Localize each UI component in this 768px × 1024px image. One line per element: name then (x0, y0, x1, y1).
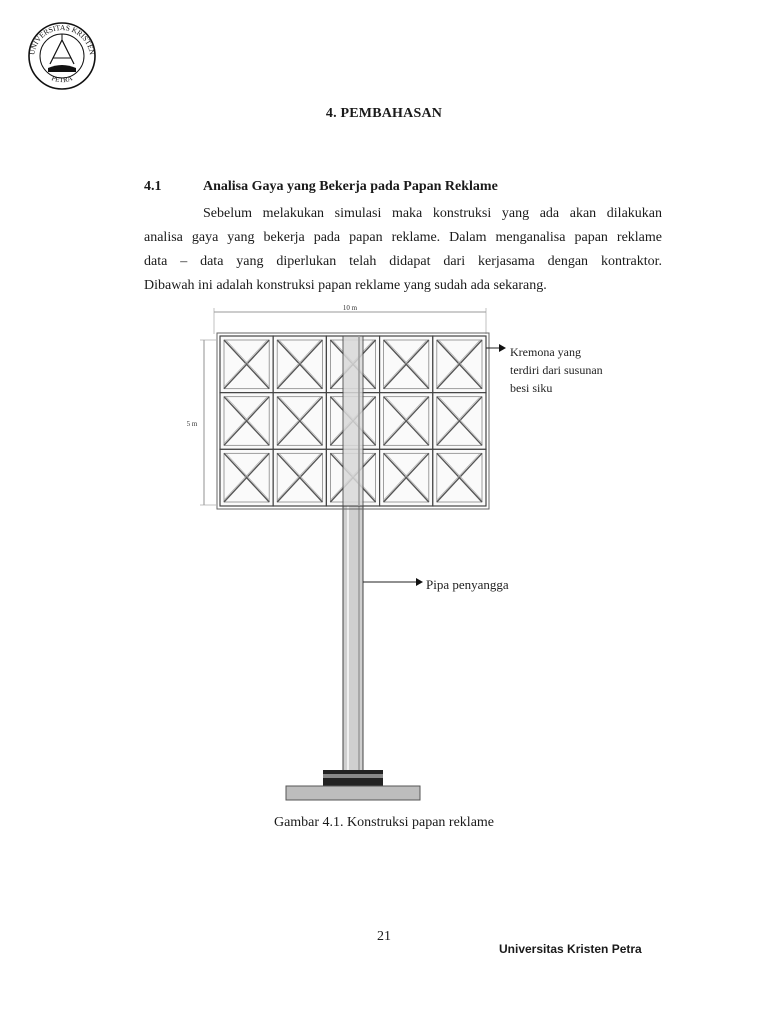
billboard-diagram (170, 300, 603, 810)
university-logo (24, 22, 100, 90)
frame-annotation-line: besi siku (510, 381, 553, 395)
paragraph-line: Dibawah ini adalah konstruksi papan reklame yang sudah ada sekarang. (144, 278, 547, 293)
truss-cell (220, 336, 273, 393)
truss-cell (220, 393, 273, 450)
truss-cell (433, 449, 486, 506)
university-seal-icon (24, 22, 100, 90)
width-label: 10 m (342, 304, 358, 312)
paragraph-line: analisa gaya yang bekerja pada papan reklame. Dalam menganalisa papan reklame (144, 230, 662, 245)
page-number: 21 (377, 929, 391, 944)
height-label: 5 m (186, 420, 198, 428)
truss-frame (217, 333, 489, 509)
section-title: Analisa Gaya yang Bekerja pada Papan Reklame (203, 179, 498, 194)
arrow-icon (416, 578, 423, 586)
logo-text-bottom: PETRA (50, 74, 74, 85)
truss-cell (380, 393, 433, 450)
frame-annotation-line: terdiri dari susunan (510, 363, 603, 377)
frame-annotation-line: Kremona yang (510, 345, 581, 359)
billboard-figure (170, 300, 603, 810)
logo-text-top: UNIVERSITAS KRISTEN (27, 22, 97, 56)
truss-cell (220, 449, 273, 506)
paragraph-line: Sebelum melakukan simulasi maka konstruksi yang ada akan dilakukan (203, 206, 662, 221)
truss-cell (273, 393, 326, 450)
truss-cell (380, 336, 433, 393)
footer-organization: Universitas Kristen Petra (499, 942, 642, 956)
paragraph-line: data – data yang diperlukan telah didapat dari kerjasama dengan kontraktor. (144, 254, 662, 269)
foundation (286, 786, 420, 800)
truss-cell (380, 449, 433, 506)
truss-cell (273, 449, 326, 506)
arrow-icon (499, 344, 506, 352)
truss-cell (433, 393, 486, 450)
pipe-annotation: Pipa penyangga (426, 577, 509, 592)
truss-cell (433, 336, 486, 393)
truss-cell (273, 336, 326, 393)
figure-caption: Gambar 4.1. Konstruksi papan reklame (273, 815, 495, 830)
chapter-title: 4. PEMBAHASAN (325, 106, 443, 121)
section-number: 4.1 (144, 179, 162, 194)
